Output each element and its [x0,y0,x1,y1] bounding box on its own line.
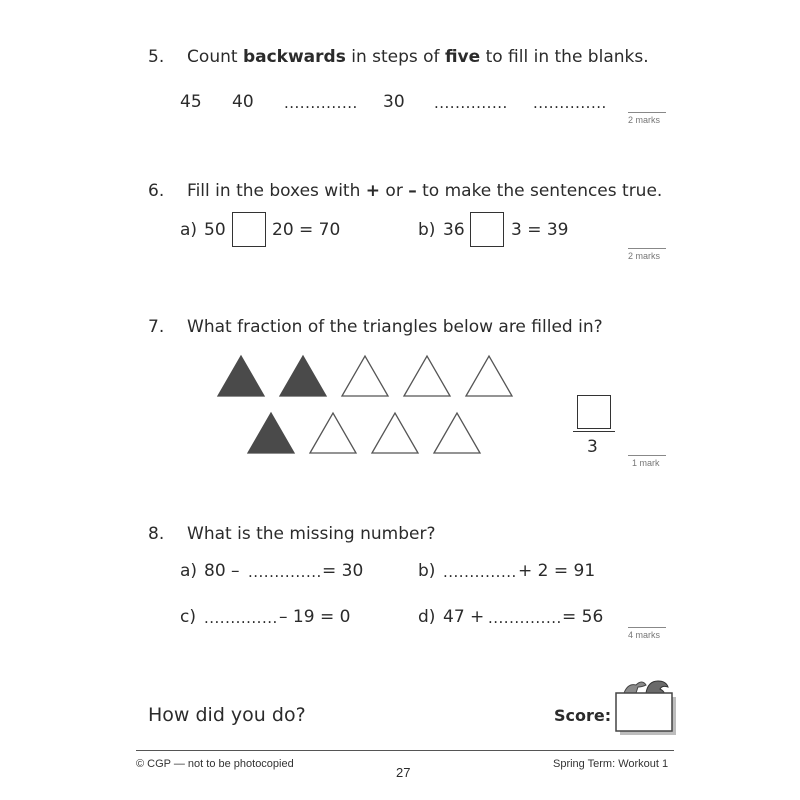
q8-marks-line [628,627,666,628]
q5-blank-2[interactable]: .............. [434,94,508,112]
q5-seq-1: 45 [180,92,202,112]
q5-text-after: to fill in the blanks. [480,47,649,67]
score-input-box[interactable] [616,693,672,731]
empty-triangle [404,356,450,396]
q7-marks-line [628,455,666,456]
q8b-right: + 2 = 91 [518,561,596,581]
q5-seq-4: 30 [383,92,405,112]
q7-numerator-box[interactable] [577,395,611,429]
q6a-right: 20 = 70 [272,220,341,240]
empty-triangle [434,413,480,453]
q7-denominator: 3 [587,437,598,457]
q8c-right: – 19 = 0 [279,607,351,627]
q8-marks: 4 marks [628,630,661,640]
q5-text-before: Count [187,47,243,67]
footer-section: Spring Term: Workout 1 [553,758,669,770]
q8b-label: b) [418,561,436,581]
filled-triangle [280,356,326,396]
q5-number: 5. [148,47,165,67]
empty-triangle [310,413,356,453]
q5-bold-backwards: backwards [242,47,346,67]
q8a-label: a) [180,561,198,581]
q8d-blank[interactable]: .............. [488,609,562,627]
filled-triangle [218,356,264,396]
q6-plus: + [365,181,381,201]
empty-triangle [372,413,418,453]
q5-text-mid: in steps of [345,47,445,67]
empty-triangle [342,356,388,396]
question-8 [148,524,435,544]
q5-bold-five: five [444,47,481,67]
q8b-blank[interactable]: .............. [443,563,517,581]
filled-triangle [248,413,294,453]
q8d-label: d) [418,607,436,627]
q6-minus: – [408,181,417,201]
q8d-right: = 56 [562,607,604,627]
q7-marks: 1 mark [632,458,660,468]
q6b-right: 3 = 39 [511,220,569,240]
q6a-left: 50 [204,220,226,240]
footer-rule [136,750,674,751]
q7-number: 7. [148,317,165,337]
q6-marks: 2 marks [628,251,661,261]
empty-triangle [466,356,512,396]
q5-blank-1[interactable]: .............. [284,94,358,112]
q8-number: 8. [148,524,165,544]
q8c-blank[interactable]: .............. [204,609,278,627]
q7-text: What fraction of the triangles below are filled in? [187,317,603,337]
how-did-you-do: How did you do? [148,704,306,726]
q6b-label: b) [418,220,436,240]
q8a-right: = 30 [322,561,364,581]
footer-copyright: © CGP — not to be photocopied [136,758,294,770]
q6-text-before: Fill in the boxes with [187,181,366,201]
q8d-left: 47 + [443,607,485,627]
q6-text-mid: or [380,181,409,201]
q7-fraction-line [573,431,615,432]
q5-blank-3[interactable]: .............. [533,94,607,112]
q6-text-after: to make the sentences true. [416,181,663,201]
q8-text: What is the missing number? [187,524,436,544]
q6-number: 6. [148,181,165,201]
q6b-left: 36 [443,220,465,240]
q5-marks: 2 marks [628,115,661,125]
q6a-label: a) [180,220,198,240]
page-number: 27 [396,765,411,780]
q8a-blank[interactable]: .............. [248,563,322,581]
score-label: Score: [554,706,612,725]
q5-seq-2: 40 [232,92,254,112]
q8c-label: c) [180,607,196,627]
q8a-left: 80 – [204,561,240,581]
